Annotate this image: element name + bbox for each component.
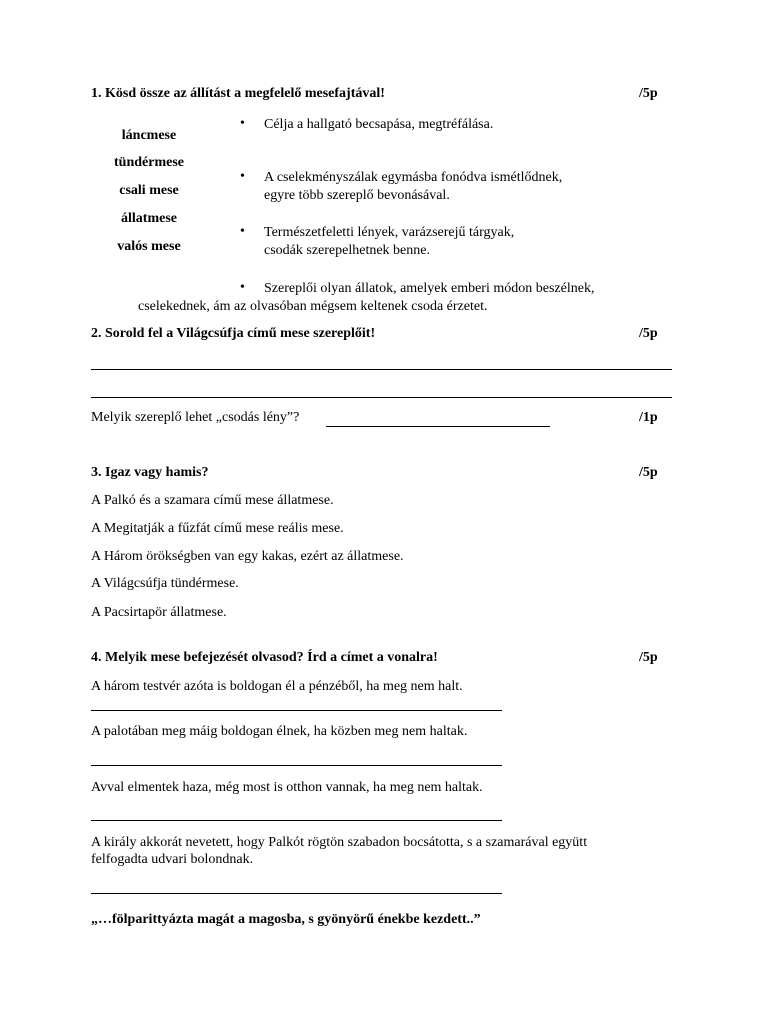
answer-line[interactable] xyxy=(91,893,502,894)
bullet-icon: • xyxy=(240,280,245,295)
statement-line: cselekednek, ám az olvasóban mégsem keltenek csoda érzetet. xyxy=(138,299,488,314)
q2-points: /5p xyxy=(639,326,658,341)
q1-title: 1. Kösd össze az állítást a megfelelő mesefajtával! xyxy=(91,86,385,101)
q2-title: 2. Sorold fel a Világcsúfja című mese szereplőit! xyxy=(91,326,376,341)
ending-text: Avval elmentek haza, még most is otthon vannak, ha meg nem haltak. xyxy=(91,780,483,795)
answer-line[interactable] xyxy=(91,369,672,370)
statement-line: Természetfeletti lények, varázserejű tárgyak, xyxy=(264,225,515,240)
answer-line[interactable] xyxy=(91,820,502,821)
answer-line[interactable] xyxy=(91,765,502,766)
tf-statement: A Pacsirtapör állatmese. xyxy=(91,605,227,620)
ending-text: A király akkorát nevetett, hogy Palkót rögtön szabadon bocsátotta, s a szamarával együtt xyxy=(91,835,588,850)
statement-line: egyre több szereplő bevonásával. xyxy=(264,188,450,203)
bullet-icon: • xyxy=(240,116,245,131)
tf-statement: A Megitatják a fűzfát című mese reális mese. xyxy=(91,521,344,536)
ending-text: A palotában meg máig boldogan élnek, ha közben meg nem haltak. xyxy=(91,724,468,739)
q1-points: /5p xyxy=(639,86,658,101)
tf-statement: A Palkó és a szamara című mese állatmese. xyxy=(91,493,334,508)
q2-sub-question: Melyik szereplő lehet „csodás lény”? xyxy=(91,410,300,425)
tf-statement: A Világcsúfja tündérmese. xyxy=(91,576,239,591)
ending-text: A három testvér azóta is boldogan él a pénzéből, ha meg nem halt. xyxy=(91,679,463,694)
statement-line: Szereplői olyan állatok, amelyek emberi módon beszélnek, xyxy=(264,281,595,296)
ending-text: felfogadta udvari bolondnak. xyxy=(91,852,254,867)
q3-title: 3. Igaz vagy hamis? xyxy=(91,465,209,480)
answer-line[interactable] xyxy=(326,426,550,427)
statement-line: csodák szerepelhetnek benne. xyxy=(264,243,430,258)
ending-text: „…fölparittyázta magát a magosba, s gyönyörű énekbe kezdett..” xyxy=(91,912,481,927)
answer-line[interactable] xyxy=(91,397,672,398)
bullet-icon: • xyxy=(240,224,245,239)
q4-title: 4. Melyik mese befejezését olvasod? Írd a címet a vonalra! xyxy=(91,650,438,665)
genre-item: csali mese xyxy=(119,183,179,198)
genre-item: tündérmese xyxy=(114,155,184,170)
answer-line[interactable] xyxy=(91,710,502,711)
genre-item: állatmese xyxy=(121,211,177,226)
statement-line: A cselekményszálak egymásba fonódva ismétlődnek, xyxy=(264,170,563,185)
q4-points: /5p xyxy=(639,650,658,665)
q2-sub-points: /1p xyxy=(639,410,658,425)
genre-item: valós mese xyxy=(117,239,181,254)
genre-item: láncmese xyxy=(121,128,177,143)
statement-line: Célja a hallgató becsapása, megtréfálása. xyxy=(264,117,494,132)
bullet-icon: • xyxy=(240,169,245,184)
q3-points: /5p xyxy=(639,465,658,480)
tf-statement: A Három örökségben van egy kakas, ezért az állatmese. xyxy=(91,549,404,564)
